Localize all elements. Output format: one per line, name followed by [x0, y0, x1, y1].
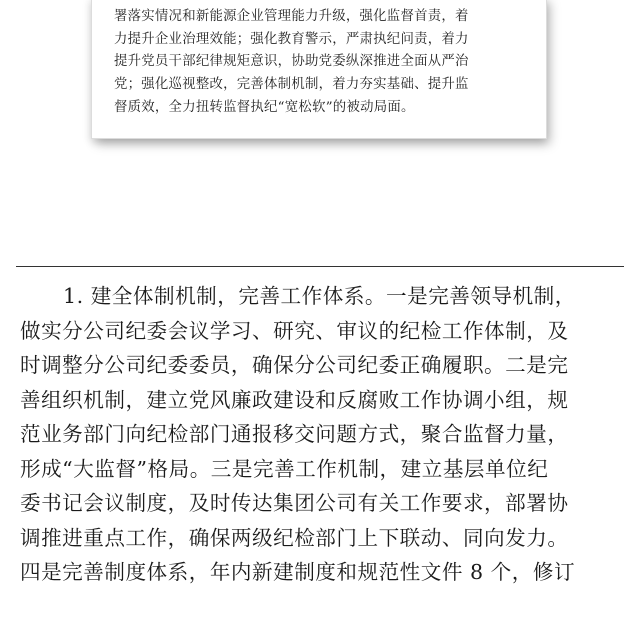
- excerpt-line: 督质效，全力扭转监督执纪“宽松软”的被动局面。: [114, 99, 415, 115]
- body-line: 做实分公司纪委会议学习、研究、审议的纪检工作体制，及: [20, 318, 569, 343]
- section-divider: [16, 266, 624, 267]
- excerpt-line: 力提升企业治理效能；强化教育警示，严肃执纪问责，着力: [114, 31, 469, 47]
- body-line: 1. 建全体制机制，完善工作体系。一是完善领导机制，: [63, 284, 576, 308]
- body-line: 四是完善制度体系，年内新建制度和规范性文件 8 个，修订: [20, 560, 576, 584]
- body-paragraph: [20, 279, 632, 590]
- excerpt-card: [92, 0, 546, 138]
- body-line: 范业务部门向纪检部门通报移交问题方式，聚合监督力量，: [20, 422, 569, 446]
- top-area: [0, 0, 640, 210]
- excerpt-line: 提升党员干部纪律规矩意识，协助党委纵深推进全面从严治: [114, 54, 469, 70]
- body-line: 调推进重点工作，确保两级纪检部门上下联动、同向发力。: [20, 525, 569, 550]
- body-line: 善组织机制，建立党风廉政建设和反腐败工作协调小组，规: [20, 387, 569, 412]
- excerpt-line: 党；强化巡视整改，完善体制机制，着力夯实基础、提升监: [114, 77, 469, 93]
- body-line: 时调整分公司纪委委员，确保分公司纪委正确履职。二是完: [20, 353, 569, 377]
- excerpt-line: 署落实情况和新能源企业管理能力升级，强化监督首责，着: [114, 9, 469, 24]
- body-line: 形成“大监督”格局。三是完善工作机制，建立基层单位纪: [20, 456, 549, 481]
- body-line: 委书记会议制度，及时传达集团公司有关工作要求，部署协: [20, 491, 569, 515]
